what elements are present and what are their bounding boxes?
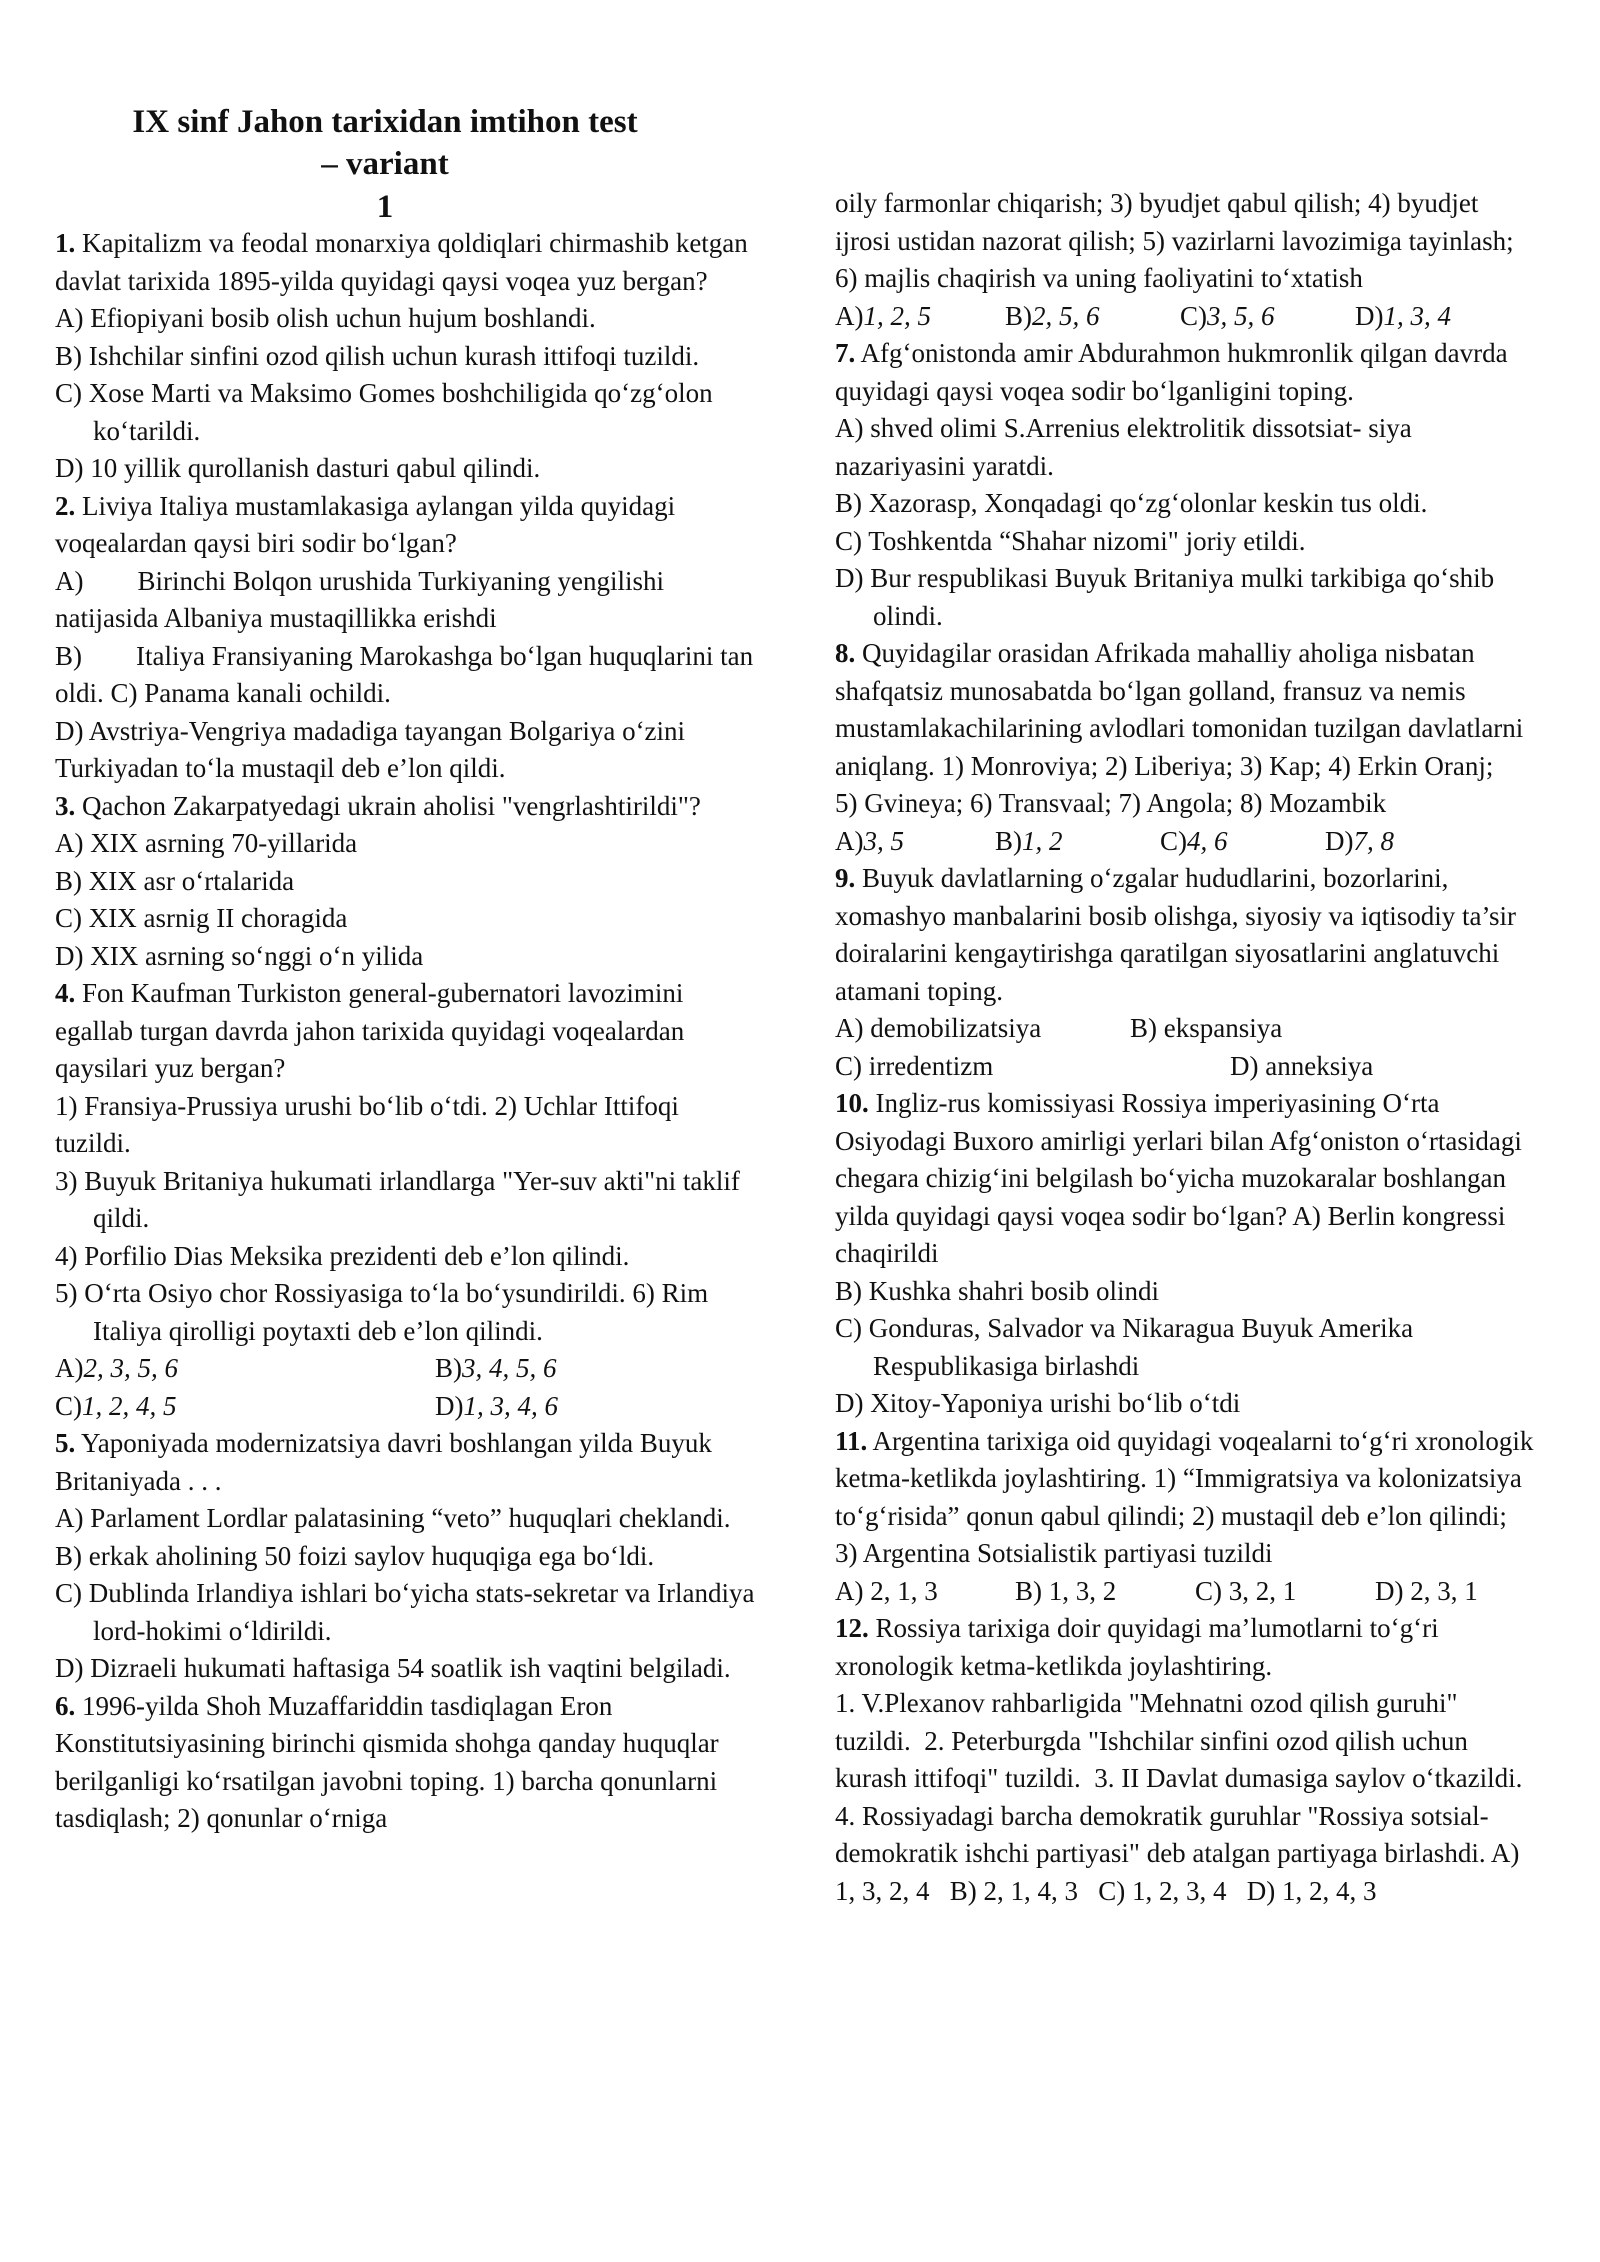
item-1-2: 1) Fransiya-Prussiya urushi bo‘lib o‘tdi. 2) Uchlar Ittifoqi tuzildi. xyxy=(55,1090,679,1158)
option-b: B) Kushka shahri bosib olindi xyxy=(835,1275,1159,1306)
option-a: A) Birinchi Bolqon urushida Turkiyaning yengilishi natijasida Albaniya mustaqillikka erishdi xyxy=(55,565,671,633)
question-number: 6. xyxy=(55,1690,76,1721)
question-text: Ingliz-rus komissiyasi Rossiya imperiyasining O‘rta Osiyodagi Buxoro amirligi yerlari bilan Afg‘oniston o‘rtasidagi chegara chizig‘ini belgilash bo‘yicha muzokaralar boshlangan yilda quyidagi qaysi voqea sodir bo‘lgan? A) Berlin kongressi chaqirildi xyxy=(835,1088,1522,1268)
options-row-1 xyxy=(835,1010,1535,1048)
option-d: D) 2, 3, 1 xyxy=(1375,1575,1478,1606)
option-d: D)7, 8 xyxy=(1325,825,1394,856)
question-items-and-options: 1. V.Plexanov rahbarligida "Mehnatni ozod qilish guruhi" tuzildi. 2. Peterburgda "Ishchilar sinfini ozod qilish uchun kurash ittifoqi" tuzildi. 3. II Davlat dumasiga saylov o‘tkazildi. 4. Rossiyadagi barcha demokratik guruhlar "Rossiya sotsial-demokratik ishchi partiyasi" deb atalgan partiyaga birlashdi. A) 1, 3, 2, 4 B) 2, 1, 4, 3 C) 1, 2, 3, 4 D) 1, 2, 4, 3 xyxy=(835,1688,1536,1906)
question-1 xyxy=(55,225,755,488)
question-6 xyxy=(55,1688,755,1838)
option-a: A) shved olimi S.Arrenius elektrolitik dissotsiat- siya nazariyasini yaratdi. xyxy=(835,413,1412,481)
option-b: B) Ishchilar sinfini ozod qilish uchun kurash ittifoqi tuzildi. xyxy=(55,340,700,371)
options-row-1 xyxy=(55,1350,755,1388)
question-11 xyxy=(835,1423,1535,1611)
option-b: B) erkak aholining 50 foizi saylov huquqiga ega bo‘ldi. xyxy=(55,1540,655,1571)
question-text: Buyuk davlatlarning o‘zgalar hududlarini, bozorlarini, xomashyo manbalarini bosib olishga, siyosiy va iqtisodiy ta’sir doiralarini kengaytirishga qaratilgan siyosatlarini anglatuvchi atamani toping. xyxy=(835,863,1516,1006)
right-column xyxy=(835,185,1535,1910)
option-d: D) XIX asrning so‘nggi o‘n yilida xyxy=(55,940,424,971)
option-b: B) XIX asr o‘rtalarida xyxy=(55,865,295,896)
question-number: 8. xyxy=(835,638,856,668)
option-d: D) Dizraeli hukumati haftasiga 54 soatlik ish vaqtini belgiladi. xyxy=(55,1653,731,1683)
question-text: Kapitalizm va feodal monarxiya qoldiqlari chirmashib ketgan davlat tarixida 1895-yilda quyidagi qaysi voqea yuz bergan? xyxy=(55,228,748,296)
question-number: 12. xyxy=(835,1613,869,1643)
question-8 xyxy=(835,635,1535,860)
option-b: B)1, 2 xyxy=(995,825,1063,856)
question-text: Qachon Zakarpatyedagi ukrain aholisi "vengrlashtirildi"? xyxy=(82,790,701,821)
option-b: B) 1, 3, 2 xyxy=(1015,1575,1117,1606)
option-a: A)2, 3, 5, 6 xyxy=(55,1353,178,1383)
question-text: Liviya Italiya mustamlakasiga aylangan yilda quyidagi voqealardan qaysi biri sodir bo‘lgan? xyxy=(55,490,676,558)
item-3: 3) Buyuk Britaniya hukumati irlandlarga "Yer-suv akti"ni taklif qildi. xyxy=(55,1165,740,1233)
question-number: 9. xyxy=(835,863,856,893)
question-text: Rossiya tarixiga doir quyidagi ma’lumotlarni to‘g‘ri xronologik ketma-ketlikda joylashtiring. xyxy=(835,1613,1439,1681)
option-c: C) 3, 2, 1 xyxy=(1195,1575,1297,1606)
question-text-part1: 1996-yilda Shoh Muzaffariddin tasdiqlagan Eron Konstitutsiyasining birinchi qismida shohga qanday huquqlar berilganligi ko‘rsatilgan javobni toping. 1) barcha qonunlarni tasdiqlash; 2) qonunlar o‘rniga xyxy=(55,1690,719,1833)
option-b-c: B) Italiya Fransiyaning Marokashga bo‘lgan huquqlarini tan oldi. C) Panama kanali ochildi. xyxy=(55,640,760,708)
item-5-6: 5) O‘rta Osiyo chor Rossiyasiga to‘la bo‘ysundirildi. 6) Rim Italiya qirolligi poytaxti deb e’lon qilindi. xyxy=(55,1278,709,1346)
option-a: A) Parlament Lordlar palatasining “veto” huquqlari cheklandi. xyxy=(55,1503,731,1533)
option-b: B) Xazorasp, Xonqadagi qo‘zg‘olonlar keskin tus oldi. xyxy=(835,488,1428,518)
question-number: 1. xyxy=(55,228,76,258)
exam-title: IX sinf Jahon tarixidan imtihon test xyxy=(132,104,638,140)
option-a: A) 2, 1, 3 xyxy=(835,1575,938,1606)
question-text-continued: 3) Argentina Sotsialistik partiyasi tuzildi xyxy=(835,1538,1273,1568)
option-c: C) Gonduras, Salvador va Nikaragua Buyuk Amerika Respublikasiga birlashdi xyxy=(835,1313,1414,1381)
question-number: 11. xyxy=(835,1425,868,1456)
question-number: 4. xyxy=(55,978,76,1008)
question-10 xyxy=(835,1085,1535,1423)
options-row-2 xyxy=(835,1048,1535,1086)
option-d: D) anneksiya xyxy=(1230,1050,1374,1081)
question-number: 5. xyxy=(55,1428,76,1458)
question-12 xyxy=(835,1610,1535,1910)
question-9 xyxy=(835,860,1535,1085)
question-6-continued xyxy=(835,185,1535,335)
question-3 xyxy=(55,788,755,976)
option-a: A) Efiopiyani bosib olish uchun hujum boshlandi. xyxy=(55,303,596,333)
option-c: C)1, 2, 4, 5 xyxy=(55,1390,177,1421)
option-d: D) 10 yillik qurollanish dasturi qabul qilindi. xyxy=(55,453,541,483)
question-4 xyxy=(55,975,755,1425)
question-number: 3. xyxy=(55,790,76,821)
question-text: Quyidagilar orasidan Afrikada mahalliy aholiga nisbatan shafqatsiz munosabatda bo‘lgan golland, fransuz va nemis mustamlakachilarining avlodlari tomonidan tuzilgan davlatlarni aniqlang. 1) Monroviya; 2) Liberiya; 3) Kap; 4) Erkin Oranj; xyxy=(835,638,1524,781)
options-row xyxy=(835,823,1535,861)
option-c: C) Dublinda Irlandiya ishlari bo‘yicha stats-sekretar va Irlandiya lord-hokimi o‘ldirildi. xyxy=(55,1578,755,1646)
options-row xyxy=(835,298,1535,336)
option-d: D)1, 3, 4 xyxy=(1355,300,1451,331)
option-c: C)3, 5, 6 xyxy=(1180,300,1275,331)
question-number: 7. xyxy=(835,338,856,368)
option-d: D) Xitoy-Yaponiya urishi bo‘lib o‘tdi xyxy=(835,1388,1241,1418)
option-c: C) irredentizm xyxy=(835,1050,994,1081)
question-2 xyxy=(55,488,760,788)
option-b: B)3, 4, 5, 6 xyxy=(435,1353,557,1383)
option-d: D) Bur respublikasi Buyuk Britaniya mulki tarkibiga qo‘shib olindi. xyxy=(835,563,1495,631)
options-row xyxy=(835,1573,1535,1611)
question-5 xyxy=(55,1425,755,1688)
question-number: 2. xyxy=(55,490,76,521)
left-column xyxy=(55,225,760,1838)
option-a: A) XIX asrning 70-yillarida xyxy=(55,828,358,858)
question-text: Afg‘onistonda amir Abdurahmon hukmronlik qilgan davrda quyidagi qaysi voqea sodir bo‘lganligini toping. xyxy=(835,338,1508,406)
option-a: A)3, 5 xyxy=(835,825,904,856)
question-text-part2: oily farmonlar chiqarish; 3) byudjet qabul qilish; 4) byudjet ijrosi ustidan nazorat qilish; 5) vazirlarni lavozimiga tayinlash; 6) majlis chaqirish va uning faoliyatini to‘xtatish xyxy=(835,188,1514,293)
option-c: C) Xose Marti va Maksimo Gomes boshchiligida qo‘zg‘olon ko‘tarildi. xyxy=(55,378,713,446)
option-a: A) demobilizatsiya xyxy=(835,1013,1042,1043)
option-a: A)1, 2, 5 xyxy=(835,300,931,331)
question-7 xyxy=(835,335,1535,635)
option-d: D) Avstriya-Vengriya madadiga tayangan Bolgariya o‘zini Turkiyadan to‘la mustaqil deb e’lon qildi. xyxy=(55,715,686,783)
option-c: C)4, 6 xyxy=(1160,825,1228,856)
question-text: Argentina tarixiga oid quyidagi voqealarni to‘g‘ri xronologik ketma-ketlikda joylashtiring. 1) “Immigratsiya va kolonizatsiya to‘g‘risida” qonun qabul qilindi; 2) mustaqil deb e’lon qilindi; xyxy=(835,1425,1534,1531)
option-c: C) XIX asrnig II choragida xyxy=(55,903,348,933)
option-b: B)2, 5, 6 xyxy=(1005,300,1100,331)
option-b: B) ekspansiya xyxy=(1130,1013,1283,1043)
question-text: Fon Kaufman Turkiston general-gubernatori lavozimini egallab turgan davrda jahon tarixida quyidagi voqealardan qaysilari yuz bergan? xyxy=(55,978,685,1083)
exam-variant-number: 1 xyxy=(376,189,394,225)
options-row-2 xyxy=(55,1388,755,1426)
question-text-continued: 5) Gvineya; 6) Transvaal; 7) Angola; 8) Mozambik xyxy=(835,788,1387,818)
item-4: 4) Porfilio Dias Meksika prezidenti deb e’lon qilindi. xyxy=(55,1240,630,1271)
option-d: D)1, 3, 4, 6 xyxy=(435,1390,558,1421)
question-text: Yaponiyada modernizatsiya davri boshlangan yilda Buyuk Britaniyada . . . xyxy=(55,1428,712,1496)
option-c: C) Toshkentda “Shahar nizomi" joriy etildi. xyxy=(835,525,1306,556)
question-number: 10. xyxy=(835,1088,869,1118)
exam-variant: – variant xyxy=(321,146,449,182)
